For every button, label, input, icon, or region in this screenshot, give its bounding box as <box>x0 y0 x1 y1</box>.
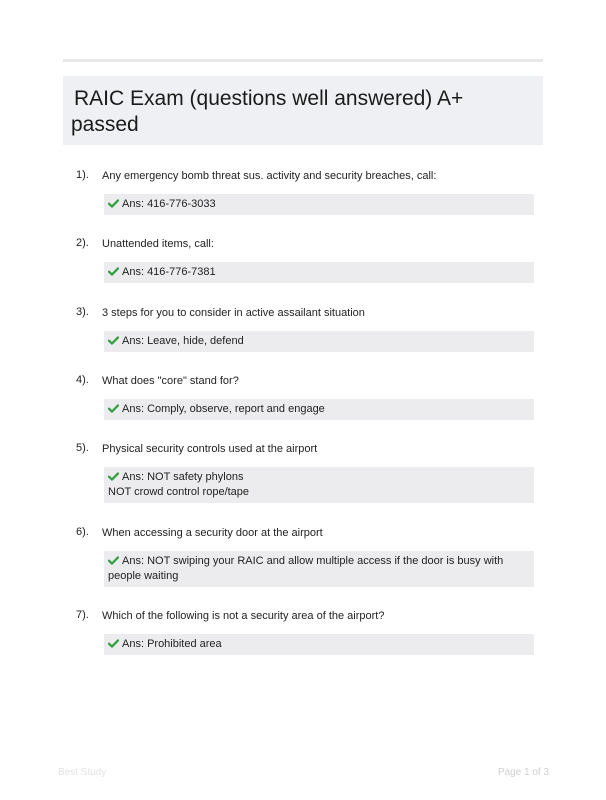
check-icon <box>108 336 119 345</box>
answer-line-continued: NOT crowd control rope/tape <box>108 486 250 498</box>
answer-box <box>104 194 534 215</box>
answer-line <box>108 197 528 212</box>
answer-text: Ans: Comply, observe, report and engage <box>122 403 325 415</box>
answer-text: Ans: 416-776-7381 <box>122 266 216 278</box>
check-icon <box>108 267 119 276</box>
answer-text: Ans: NOT safety phylons <box>122 471 244 483</box>
footer-watermark: Best Study <box>58 767 107 778</box>
answer-box <box>104 634 534 655</box>
page-title-line-1: RAIC Exam (questions well answered) A+ <box>74 87 464 110</box>
answer-line <box>108 402 528 417</box>
question-number: 7). <box>76 609 89 621</box>
question-number: 3). <box>76 306 89 318</box>
page-title-line-2: passed <box>71 113 139 136</box>
answer-box <box>104 399 534 420</box>
page-title <box>73 86 523 138</box>
question-text: Unattended items, call: <box>102 238 214 250</box>
answer-line <box>108 637 528 652</box>
answer-line <box>108 554 528 584</box>
question-text: 3 steps for you to consider in active assailant situation <box>102 307 365 319</box>
check-icon <box>108 556 119 565</box>
question-text: Any emergency bomb threat sus. activity and security breaches, call: <box>102 170 437 182</box>
question-number: 6). <box>76 526 89 538</box>
answer-box <box>104 331 534 352</box>
question-text: Which of the following is not a security area of the airport? <box>102 610 385 622</box>
answer-box <box>104 551 534 587</box>
check-icon <box>108 472 119 481</box>
answer-line <box>108 265 528 280</box>
answer-line <box>108 334 528 349</box>
top-divider <box>63 59 543 62</box>
question-number: 1). <box>76 169 89 181</box>
page-indicator: Page 1 of 3 <box>497 767 549 778</box>
answer-text: Ans: 416-776-3033 <box>122 198 216 210</box>
question-number: 5). <box>76 442 89 454</box>
check-icon <box>108 404 119 413</box>
question-text: When accessing a security door at the airport <box>102 527 323 539</box>
title-banner <box>63 76 543 145</box>
answer-box <box>104 262 534 283</box>
answer-text: Ans: NOT swiping your RAIC and allow multiple access if the door is busy with people waiting <box>108 555 504 582</box>
answer-text: Ans: Leave, hide, defend <box>122 335 244 347</box>
question-number: 4). <box>76 374 89 386</box>
answer-box <box>104 467 534 503</box>
question-number: 2). <box>76 237 89 249</box>
check-icon <box>108 639 119 648</box>
question-text: What does "core" stand for? <box>102 375 239 387</box>
question-text: Physical security controls used at the airport <box>102 443 318 455</box>
answer-text: Ans: Prohibited area <box>122 638 222 650</box>
check-icon <box>108 199 119 208</box>
answer-line <box>108 470 528 485</box>
